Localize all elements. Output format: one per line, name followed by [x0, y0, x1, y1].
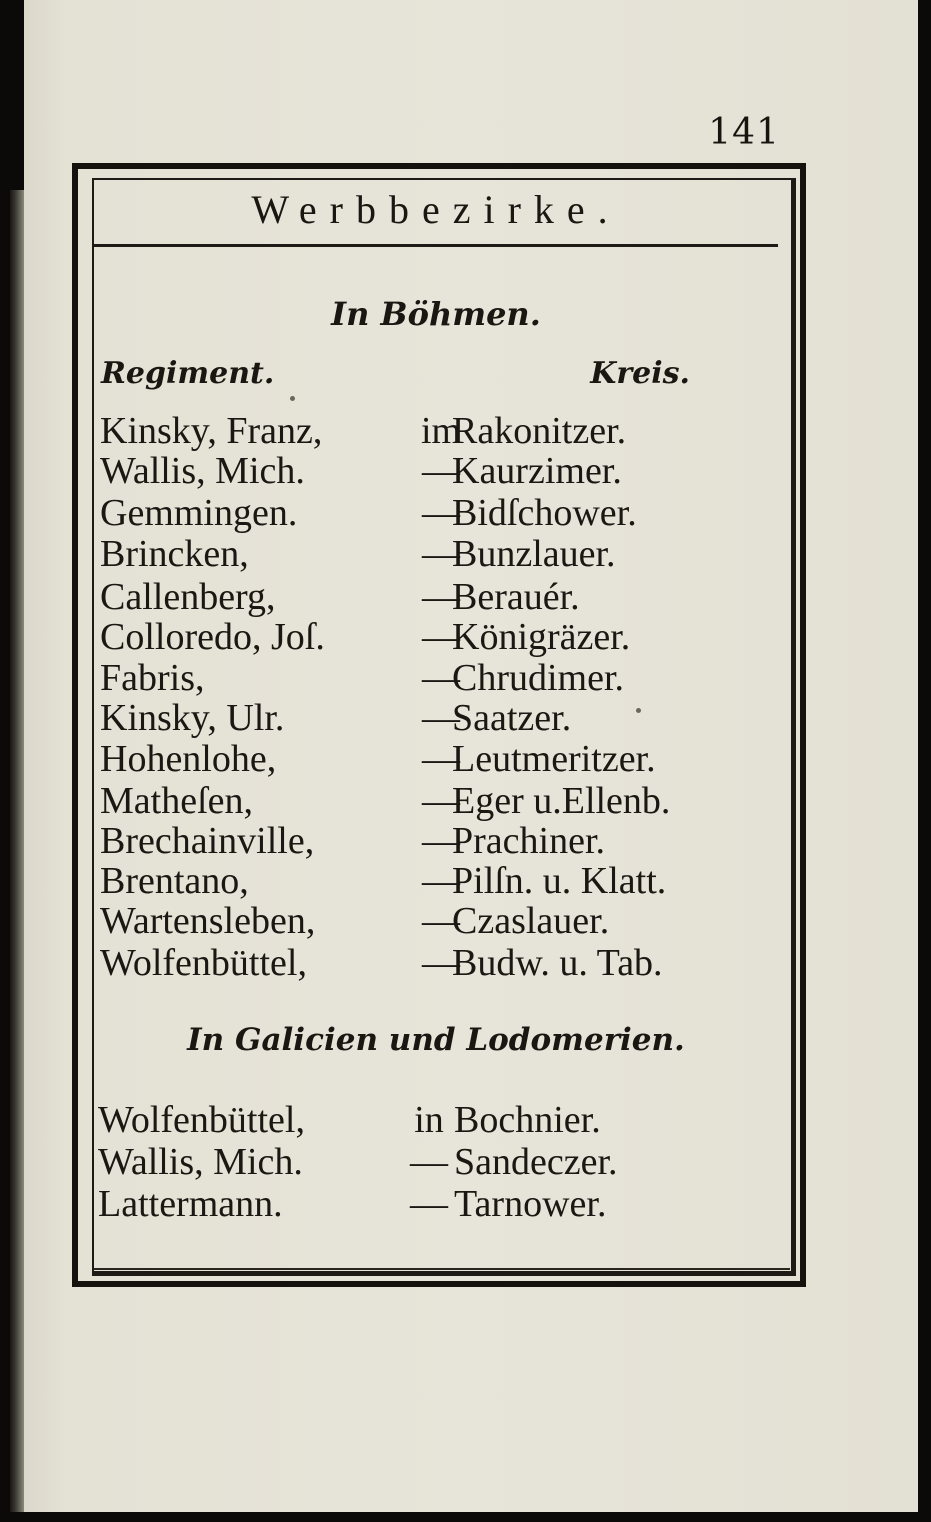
table-row	[100, 820, 700, 862]
separator: —	[422, 616, 460, 658]
separator: —	[422, 780, 460, 822]
regiment-name: Matheſen,	[100, 780, 254, 822]
bohemia-heading: In Böhmen.	[331, 295, 541, 333]
ink-speck	[290, 396, 295, 401]
table-row	[100, 492, 700, 534]
table-row	[100, 738, 700, 780]
book-page	[10, 0, 918, 1512]
regiment-name: Kinsky, Franz,	[100, 410, 323, 452]
district-name: Sandeczer.	[454, 1141, 618, 1183]
regiment-name: Wallis, Mich.	[98, 1141, 303, 1183]
separator: —	[422, 900, 460, 942]
regiment-name: Wolfenbüttel,	[100, 942, 307, 984]
regiment-name: Kinsky, Ulr.	[100, 697, 285, 739]
separator: —	[410, 1141, 448, 1183]
ink-speck	[636, 708, 641, 713]
column-header-district: Kreis.	[590, 356, 690, 391]
table-row	[100, 942, 700, 984]
table-row	[100, 860, 700, 902]
district-name: Berauér.	[452, 576, 580, 618]
district-name: Prachiner.	[452, 820, 606, 862]
district-name: Bochnier.	[454, 1099, 601, 1141]
table-row	[100, 657, 700, 699]
separator: im	[420, 410, 462, 452]
separator: —	[422, 450, 460, 492]
district-name: Budw. u. Tab.	[452, 942, 663, 984]
separator: —	[422, 576, 460, 618]
regiment-name: Brentano,	[100, 860, 249, 902]
table-row	[98, 1140, 698, 1184]
table-row	[98, 1098, 698, 1142]
table-row	[100, 900, 700, 942]
galicia-heading: In Galicien und Lodomerien.	[187, 1022, 685, 1058]
separator: —	[422, 697, 460, 739]
separator: —	[422, 533, 460, 575]
separator: —	[410, 1183, 448, 1225]
regiment-name: Lattermann.	[98, 1183, 283, 1225]
separator: —	[422, 860, 460, 902]
district-name: Saatzer.	[452, 697, 572, 739]
separator: —	[422, 738, 460, 780]
regiment-name: Callenberg,	[100, 576, 276, 618]
district-name: Tarnower.	[454, 1183, 607, 1225]
separator: —	[422, 657, 460, 699]
district-name: Leutmeritzer.	[452, 738, 656, 780]
district-name: Kaurzimer.	[452, 450, 622, 492]
title-rule	[94, 244, 778, 247]
table-row	[98, 1182, 698, 1226]
table-row	[100, 576, 700, 618]
district-name: Pilſn. u. Klatt.	[452, 860, 667, 902]
page-gutter	[10, 0, 24, 1512]
district-name: Eger u.Ellenb.	[452, 780, 671, 822]
district-name: Czaslauer.	[452, 900, 610, 942]
column-header-regiment: Regiment.	[101, 356, 275, 391]
table-row	[100, 780, 700, 822]
district-name: Bunzlauer.	[452, 533, 616, 575]
separator: in	[414, 1099, 444, 1141]
table-row	[100, 697, 700, 739]
regiment-name: Wallis, Mich.	[100, 450, 305, 492]
regiment-name: Colloredo, Joſ.	[100, 616, 325, 658]
separator: —	[422, 942, 460, 984]
regiment-name: Brechainville,	[100, 820, 315, 862]
table-row	[100, 410, 700, 452]
regiment-name: Wartensleben,	[100, 900, 316, 942]
regiment-name: Hohenlohe,	[100, 738, 277, 780]
separator: —	[422, 820, 460, 862]
page-gutter-shadow	[10, 0, 24, 190]
regiment-name: Brincken,	[100, 533, 249, 575]
regiment-name: Wolfenbüttel,	[98, 1099, 305, 1141]
table-row	[100, 450, 700, 492]
district-name: Chrudimer.	[452, 657, 625, 699]
bottom-rule	[94, 1268, 790, 1270]
table-row	[100, 616, 700, 658]
district-name: Rakonitzer.	[452, 410, 627, 452]
regiment-name: Gemmingen.	[100, 492, 298, 534]
table-row	[100, 533, 700, 575]
page-title: Werbbezirke.	[251, 187, 621, 232]
separator: —	[422, 492, 460, 534]
regiment-name: Fabris,	[100, 657, 205, 699]
page-number: 141	[708, 112, 780, 153]
district-name: Bidſchower.	[452, 492, 637, 534]
district-name: Königräzer.	[452, 616, 631, 658]
